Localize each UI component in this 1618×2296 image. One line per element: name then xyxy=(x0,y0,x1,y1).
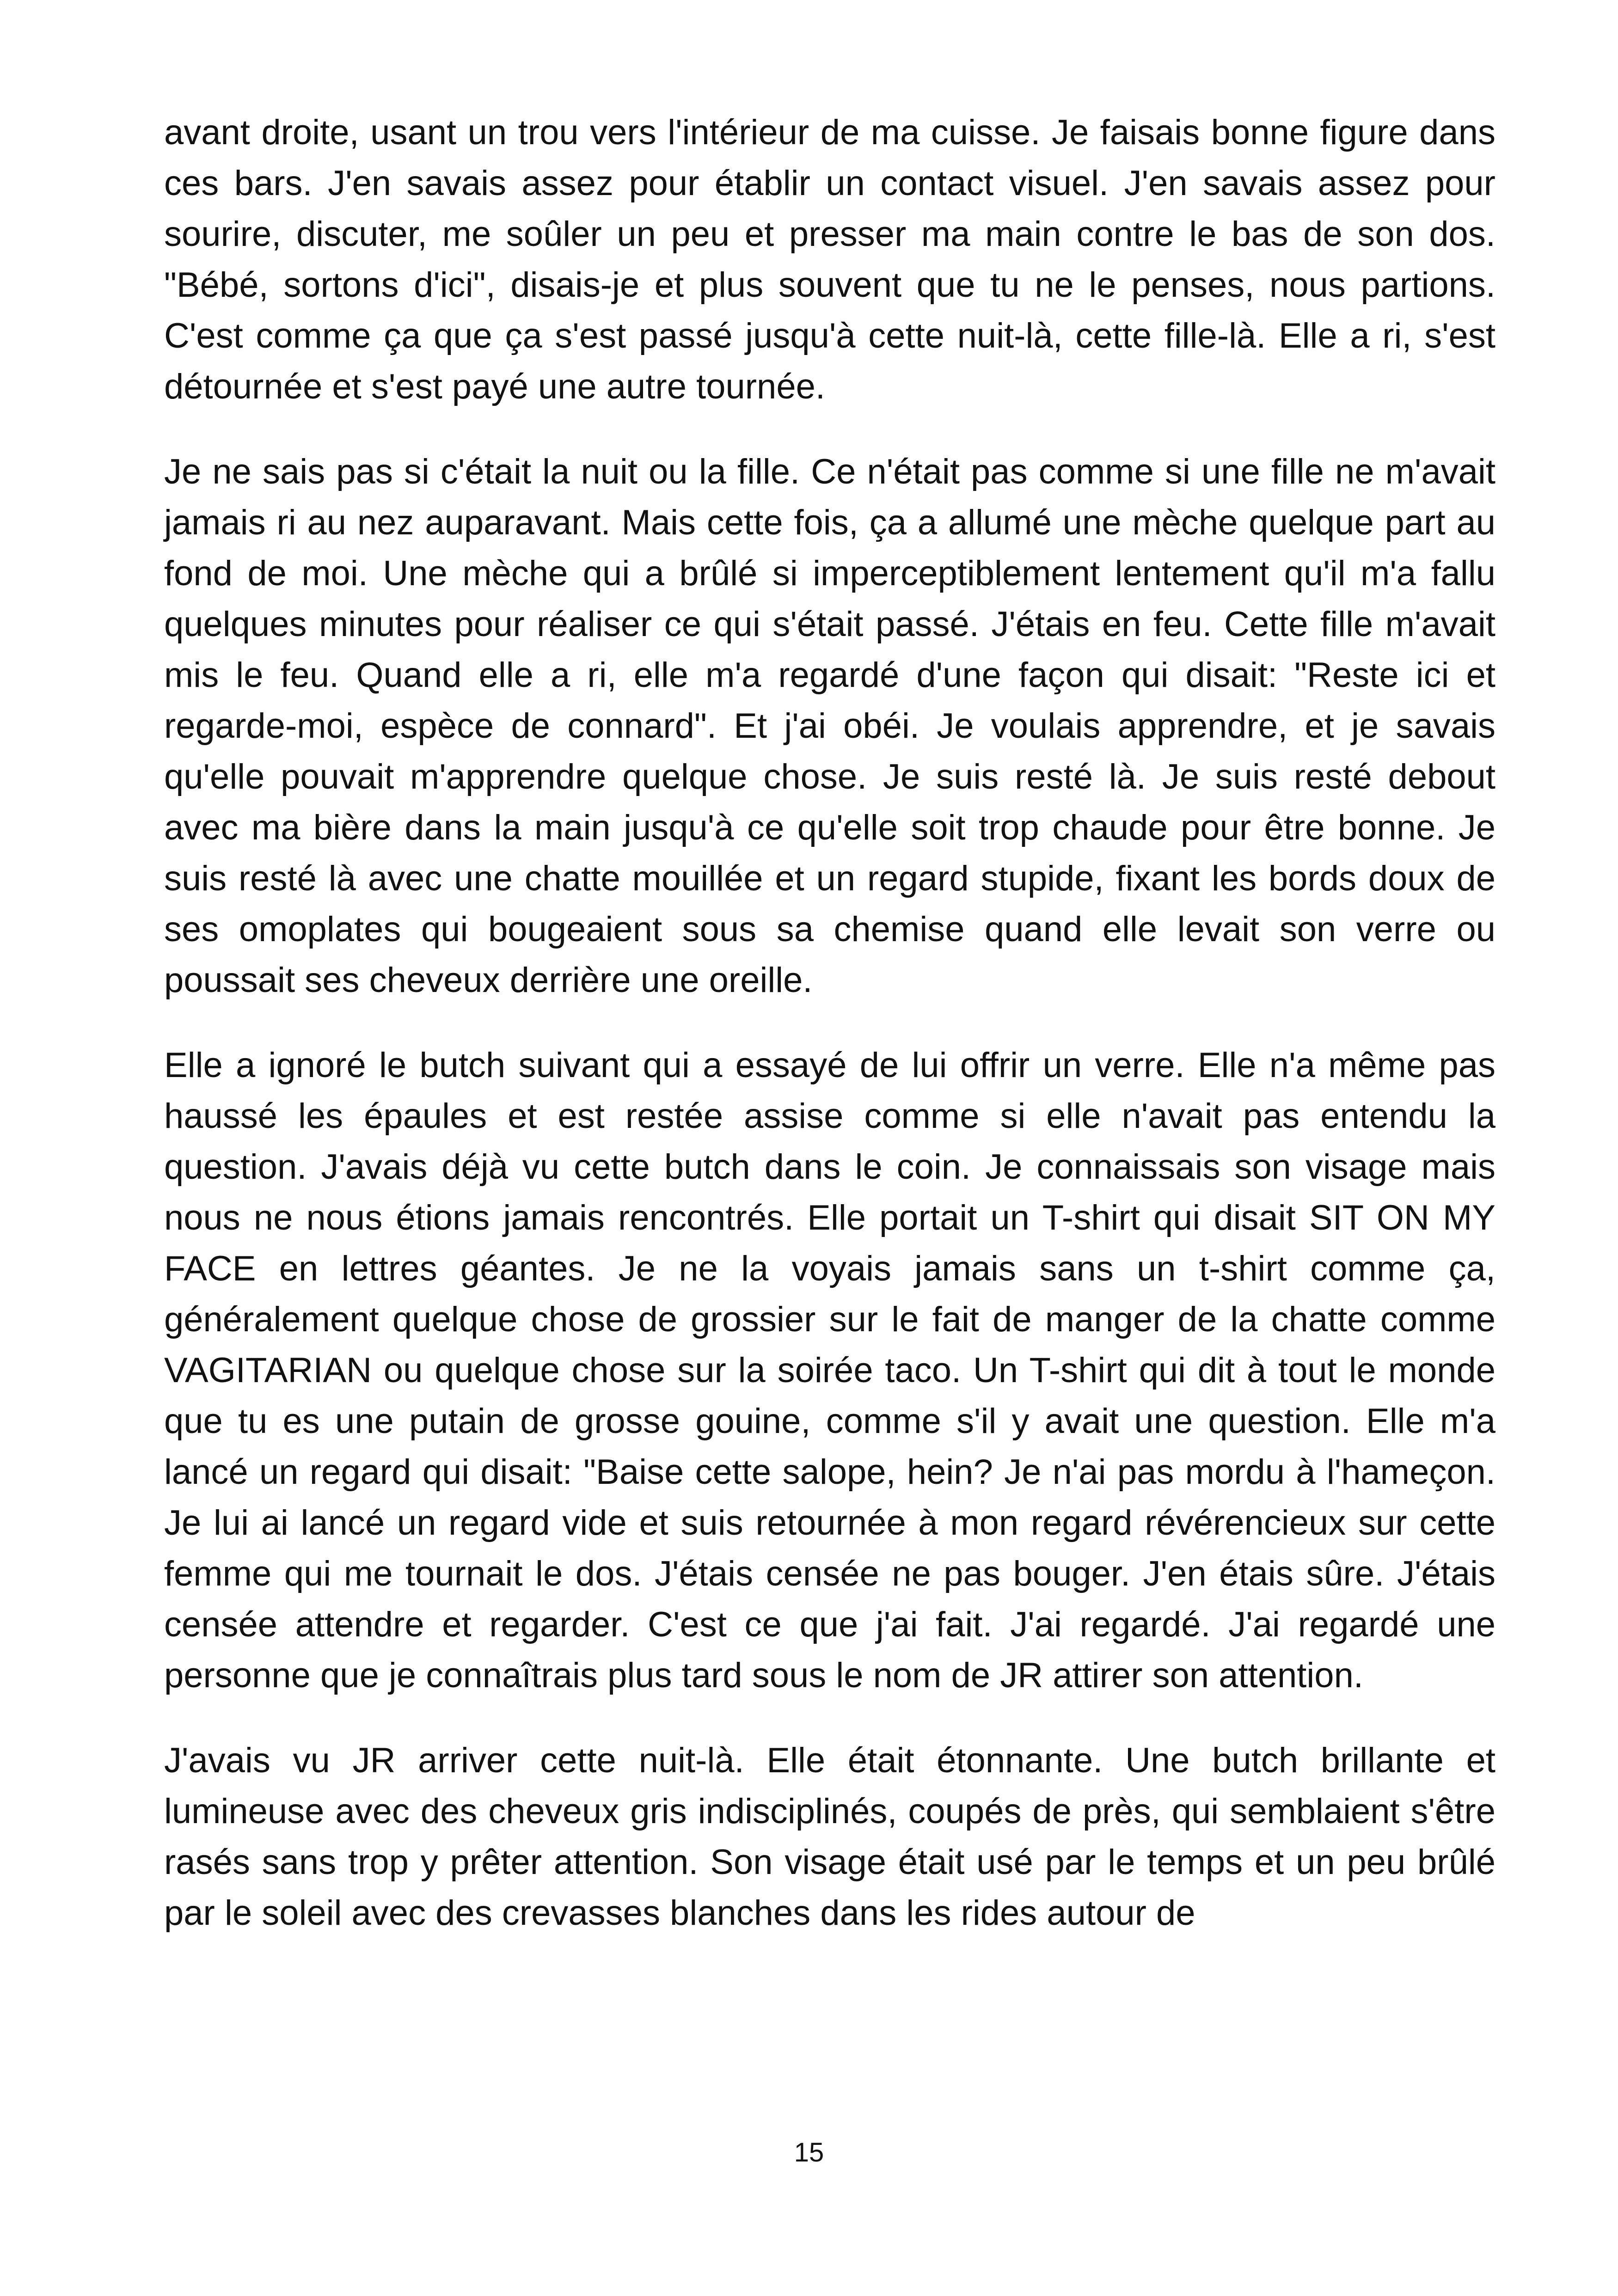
paragraph-3: Elle a ignoré le butch suivant qui a essayé de lui offrir un verre. Elle n'a même pas haussé les épaules et est restée assise comme si elle n'avait pas entendu la question. J'avais déjà vu cette butch dans le coin. Je connaissais son visage mais nous ne nous étions jamais rencontrés. Elle portait un T-shirt qui disait SIT ON MY FACE en lettres géantes. Je ne la voyais jamais sans un t-shirt comme ça, généralement quelque chose de grossier sur le fait de manger de la chatte comme VAGITARIAN ou quelque chose sur la soirée taco. Un T-shirt qui dit à tout le monde que tu es une putain de grosse gouine, comme s'il y avait une question. Elle m'a lancé un regard qui disait: "Baise cette salope, hein? Je n'ai pas mordu à l'hameçon. Je lui ai lancé un regard vide et suis retournée à mon regard révérencieux sur cette femme qui me tournait le dos. J'étais censée ne pas bouger. J'en étais sûre. J'étais censée attendre et regarder. C'est ce que j'ai fait. J'ai regardé. J'ai regardé une personne que je connaîtrais plus tard sous le nom de JR attirer son attention. xyxy=(164,1046,1495,1695)
page-number: 15 xyxy=(794,2137,824,2167)
paragraph-1: avant droite, usant un trou vers l'intérieur de ma cuisse. Je faisais bonne figure dans ces bars. J'en savais assez pour établir un contact visuel. J'en savais assez pour sourire, discuter, me soûler un peu et presser ma main contre le bas de son dos. "Bébé, sortons d'ici", disais-je et plus souvent que tu ne le penses, nous partions. C'est comme ça que ça s'est passé jusqu'à cette nuit-là, cette fille-là. Elle a ri, s'est détournée et s'est payé une autre tournée. xyxy=(164,113,1495,406)
paragraph-2: Je ne sais pas si c'était la nuit ou la fille. Ce n'était pas comme si une fille ne m'avait jamais ri au nez auparavant. Mais cette fois, ça a allumé une mèche quelque part au fond de moi. Une mèche qui a brûlé si imperceptiblement lentement qu'il m'a fallu quelques minutes pour réaliser ce qui s'était passé. J'étais en feu. Cette fille m'avait mis le feu. Quand elle a ri, elle m'a regardé d'une façon qui disait: "Reste ici et regarde-moi, espèce de connard". Et j'ai obéi. Je voulais apprendre, et je savais qu'elle pouvait m'apprendre quelque chose. Je suis resté là. Je suis resté debout avec ma bière dans la main jusqu'à ce qu'elle soit trop chaude pour être bonne. Je suis resté là avec une chatte mouillée et un regard stupide, fixant les bords doux de ses omoplates qui bougeaient sous sa chemise quand elle levait son verre ou poussait ses cheveux derrière une oreille. xyxy=(164,452,1495,1000)
body-text xyxy=(164,107,1495,1973)
paragraph-4: J'avais vu JR arriver cette nuit-là. Elle était étonnante. Une butch brillante et lumineuse avec des cheveux gris indisciplinés, coupés de près, qui semblaient s'être rasés sans trop y prêter attention. Son visage était usé par le temps et un peu brûlé par le soleil avec des crevasses blanches dans les rides autour de xyxy=(164,1741,1495,1933)
